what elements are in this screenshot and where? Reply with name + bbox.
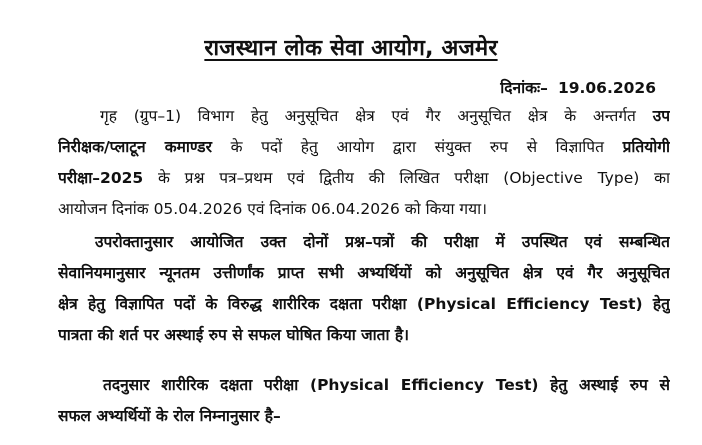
exam-name: परीक्षा–2025 [58,169,144,187]
post-name-start: उप [652,107,670,125]
exam-name-start: प्रतियोगी [622,138,670,156]
paragraph-line [58,132,670,163]
paragraph-roll-list-intro [58,370,670,432]
date-label: दिनांकः– [500,79,548,97]
page-title: राजस्थान लोक सेवा आयोग, अजमेर [204,36,498,61]
paragraph-result-declaration [58,227,670,351]
paragraph-line [58,163,670,194]
paragraph-line: सफल अभ्यर्थियों के रोल निम्नानुसार है– [58,407,281,425]
text-segment: गृह (ग्रुप–1) विभाग हेतु अनुसूचित क्षेत्र एवं गैर अनुसूचित क्षेत्र के अन्तर्गत [100,107,636,125]
notice-date [500,76,656,98]
date-value: 19.06.2026 [557,79,656,97]
paragraph-line: आयोजन दिनांक 05.04.2026 एवं दिनांक 06.04.2026 को किया गया। [58,200,488,218]
paragraph-line: पात्रता की शर्त पर अस्थाई रुप से सफल घोषित किया जाता है। [58,326,409,344]
post-name: निरीक्षक/प्लाटून कमाण्डर [58,138,212,156]
paragraph-line: तदनुसार शारीरिक दक्षता परीक्षा (Physical Efficiency Test) हेतु अस्थाई रुप से [103,376,670,394]
paragraph-line: सेवानियमानुसार न्यूनतम उत्तीर्णांक प्राप्त सभी अभ्यर्थियों को अनुसूचित क्षेत्र एवं गैर अनुसूचित [58,264,670,282]
paragraph-line: क्षेत्र हेतु विज्ञापित पदों के विरुद्ध शारीरिक दक्षता परीक्षा (Physical Efficiency Test) हेतु [58,295,670,313]
text-segment: के प्रश्न पत्र–प्रथम एवं द्वितीय की लिखित परीक्षा (Objective Type) का [157,169,670,187]
text-segment: के पदों हेतु आयोग द्वारा संयुक्त रुप से विज्ञापित [230,138,604,156]
paragraph-line: उपरोक्तानुसार आयोजित उक्त दोनों प्रश्न–पत्रों की परीक्षा में उपस्थित एवं सम्बन्धित [95,233,670,251]
paragraph-exam-details [58,101,670,225]
paragraph-line [58,101,670,132]
